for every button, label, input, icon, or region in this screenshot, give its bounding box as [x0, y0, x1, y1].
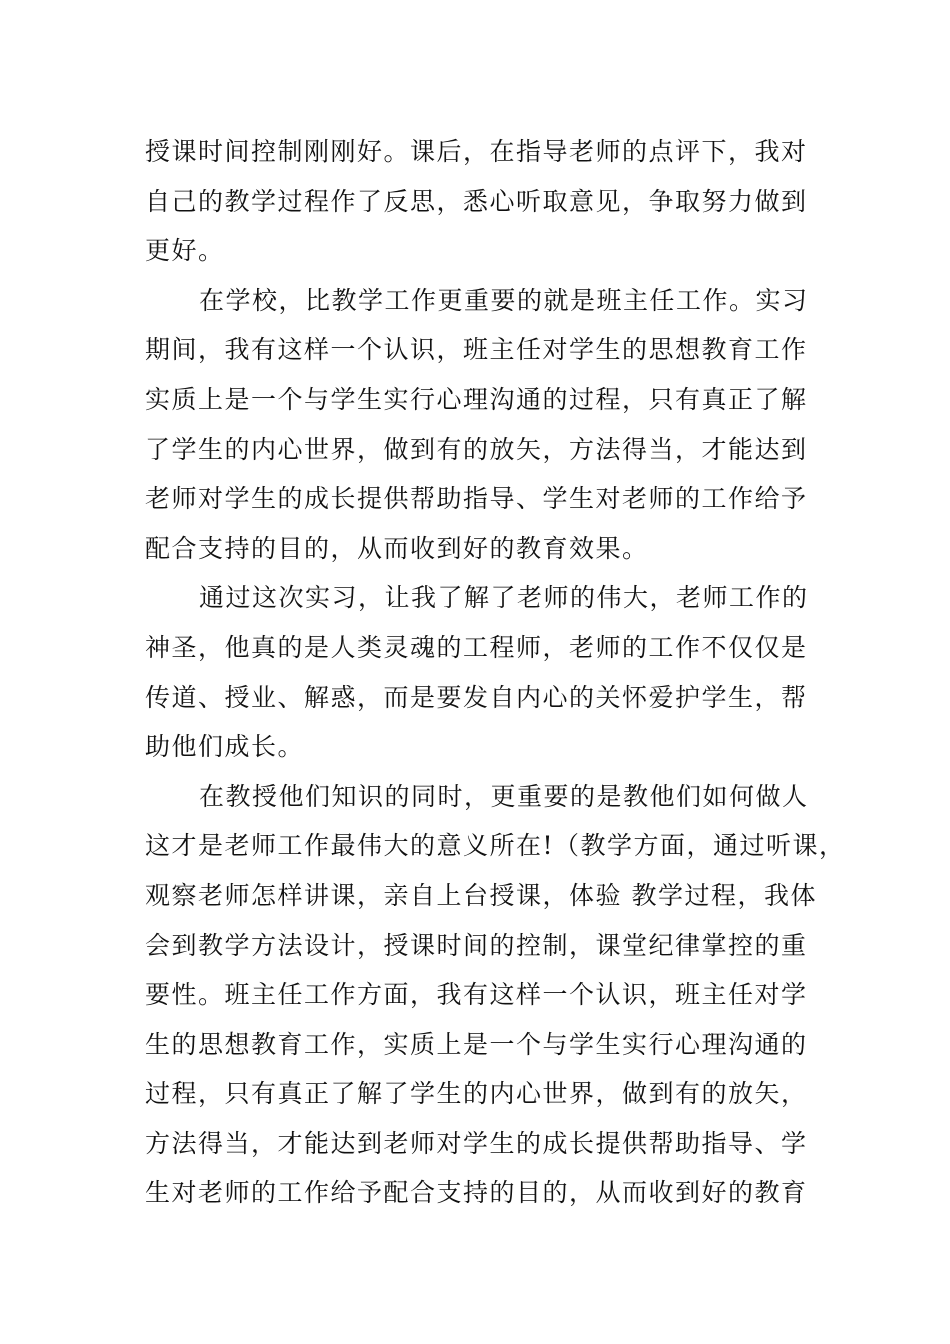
- paragraph-start-line: 在教授他们知识的同时，更重要的是教他们如何做人: [199, 781, 809, 811]
- paragraph-start-line: 通过这次实习，让我了解了老师的伟大，老师工作的: [199, 583, 809, 613]
- text-line: 会到教学方法设计，授课时间的控制，课堂纪律掌控的重: [145, 930, 808, 960]
- text-line: 观察老师怎样讲课，亲自上台授课，体验 教学过程，我体: [145, 880, 817, 910]
- text-line: 配合支持的目的，从而收到好的教育效果。: [145, 533, 649, 563]
- text-line: 传道、授业、解惑，而是要发自内心的关怀爱护学生，帮: [145, 682, 808, 712]
- text-line: 实质上是一个与学生实行心理沟通的过程，只有真正了解: [145, 384, 808, 414]
- text-line: 这才是老师工作最伟大的意义所在!（教学方面，通过听课，: [145, 831, 846, 861]
- text-line: 更好。: [145, 236, 225, 266]
- text-line: 生对老师的工作给予配合支持的目的，从而收到好的教育: [145, 1178, 808, 1208]
- text-line: 期间，我有这样一个认识，班主任对学生的思想教育工作: [145, 335, 808, 365]
- text-line: 授课时间控制刚刚好。课后，在指导老师的点评下，我对: [145, 137, 808, 166]
- text-line: 要性。班主任工作方面，我有这样一个认识，班主任对学: [145, 980, 808, 1010]
- text-line: 助他们成长。: [145, 732, 305, 762]
- paragraph-start-line: 在学校，比教学工作更重要的就是班主任工作。实习: [199, 285, 809, 315]
- text-line: 生的思想教育工作，实质上是一个与学生实行心理沟通的: [145, 1029, 808, 1059]
- text-line: 老师对学生的成长提供帮助指导、学生对老师的工作给予: [145, 484, 808, 514]
- text-line: 神圣，他真的是人类灵魂的工程师，老师的工作不仅仅是: [145, 632, 808, 662]
- text-line: 自己的教学过程作了反思，悉心听取意见，争取努力做到: [145, 186, 808, 216]
- text-line: 了学生的内心世界，做到有的放矢，方法得当，才能达到: [145, 434, 808, 464]
- document-body: [145, 127, 846, 1218]
- text-line: 方法得当，才能达到老师对学生的成长提供帮助指导、学: [145, 1128, 808, 1158]
- text-line: 过程，只有真正了解了学生的内心世界，做到有的放矢，: [145, 1079, 808, 1109]
